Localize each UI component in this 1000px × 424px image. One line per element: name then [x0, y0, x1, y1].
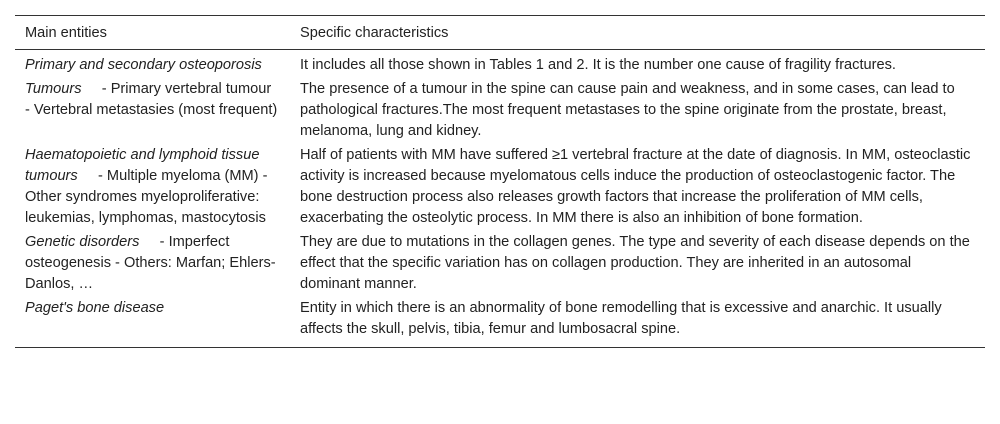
- header-main-entities: Main entities: [25, 25, 107, 41]
- characteristics-cell: Entity in which there is an abnormality of bone remodelling that is excessive and anarchic. It usually affects the skull, pelvis, tibia, femur and lumbosacral spine.: [300, 300, 942, 337]
- header-specific-characteristics: Specific characteristics: [300, 25, 449, 41]
- entity-items: - Primary vertebral tumour - Vertebral metastasies (most frequent): [25, 81, 278, 118]
- characteristics-cell: The presence of a tumour in the spine can cause pain and weakness, and in some cases, can lead to pathological fractures.The most frequent metastases to the spine originate from the prostate, breast, melanoma, lung and kidney.: [300, 81, 955, 139]
- entity-cell: [15, 143, 290, 230]
- entity-items: - Imperfect osteogenesis - Others: Marfan; Ehlers-Danlos, …: [25, 234, 276, 292]
- table-row: [15, 296, 985, 348]
- table-row: [15, 230, 985, 296]
- entity-title: Tumours: [25, 81, 82, 97]
- characteristics-cell: They are due to mutations in the collagen genes. The type and severity of each disease depends on the effect that the specific variation has on collagen production. They are inherited in an autosomal dominant manner.: [300, 234, 970, 292]
- entity-cell: [15, 50, 290, 78]
- characteristics-cell: Half of patients with MM have suffered ≥1 vertebral fracture at the date of diagnosis. In MM, osteoclastic activity is increased because myelomatous cells induce the production of osteoclastogenic factor. The bone destruction process also releases growth factors that increase the proliferation of MM cells, exacerbating the osteolytic process. In MM there is also an inhibition of bone formation.: [300, 147, 971, 226]
- table-header-row: [15, 16, 985, 50]
- entity-items: - Multiple myeloma (MM) - Other syndromes myeloproliferative: leukemias, lymphomas, mastocytosis: [25, 168, 268, 226]
- entity-title: Haematopoietic and lymphoid tissue tumours: [25, 147, 260, 184]
- table-row: [15, 77, 985, 143]
- entity-title: Paget's bone disease: [25, 300, 165, 316]
- entity-cell: [15, 77, 290, 143]
- table-row: [15, 50, 985, 78]
- characteristics-cell: It includes all those shown in Tables 1 and 2. It is the number one cause of fragility fractures.: [300, 57, 896, 73]
- table-row: [15, 143, 985, 230]
- entities-table: [15, 15, 985, 348]
- entities-table-container: [15, 15, 985, 348]
- entity-cell: [15, 296, 290, 348]
- entity-title: Genetic disorders: [25, 234, 140, 250]
- entity-title: Primary and secondary osteoporosis: [25, 57, 262, 73]
- entity-cell: [15, 230, 290, 296]
